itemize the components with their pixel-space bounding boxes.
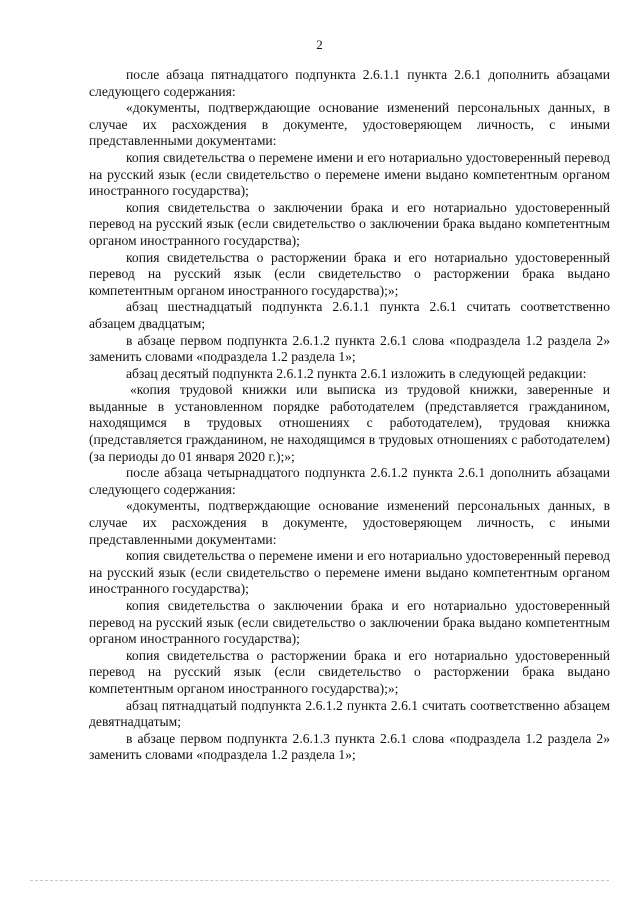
paragraph: «документы, подтверждающие основание изменений персональных данных, в случае их расхождения в документе, удостоверяющем личность, с иными представленными документами: — [89, 498, 610, 547]
paragraph: копия свидетельства о перемене имени и его нотариально удостоверенный перевод на русский язык (если свидетельство о перемене имени выдано компетентным органом иностранного государства); — [89, 548, 610, 597]
paragraph: копия свидетельства о расторжении брака и его нотариально удостоверенный перевод на русский язык (если свидетельство о расторжении брака выдано компетентным органом иностранного государства);»; — [89, 647, 610, 696]
paragraph: абзац пятнадцатый подпункта 2.6.1.2 пункта 2.6.1 считать соответственно абзацем девятнадцатым; — [89, 697, 610, 730]
paragraph: копия свидетельства о перемене имени и его нотариально удостоверенный перевод на русский язык (если свидетельство о перемене имени выдано компетентным органом иностранного государства); — [89, 149, 610, 199]
paragraph: после абзаца четырнадцатого подпункта 2.6.1.2 пункта 2.6.1 дополнить абзацами следующего содержания: — [89, 465, 610, 497]
paragraph: «документы, подтверждающие основание изменений персональных данных, в случае их расхождения в документе, удостоверяющем личность, с иными представленными документами: — [89, 100, 610, 149]
paragraph: «копия трудовой книжки или выписка из трудовой книжки, заверенные и выданные в установленном порядке работодателем (представляется гражданином, находящимся в трудовых отношениях с работодателем), трудовая книжка (представляется гражданином, не находящимся в трудовых отношениях с работодателем) (за периоды до 01 января 2020 г.);»; — [89, 382, 610, 464]
footer-scan-line — [30, 880, 609, 881]
paragraph: абзац шестнадцатый подпункта 2.6.1.1 пункта 2.6.1 считать соответственно абзацем двадцатым; — [89, 299, 610, 331]
paragraph: абзац десятый подпункта 2.6.1.2 пункта 2.6.1 изложить в следующей редакции: — [126, 365, 587, 381]
paragraph: в абзаце первом подпункта 2.6.1.3 пункта 2.6.1 слова «подраздела 1.2 раздела 2» заменить словами «подраздела 1.2 раздела 1»; — [89, 730, 610, 763]
paragraph: копия свидетельства о заключении брака и его нотариально удостоверенный перевод на русский язык (если свидетельство о заключении брака выдано компетентным органом иностранного государства); — [89, 199, 610, 248]
paragraph: в абзаце первом подпункта 2.6.1.2 пункта 2.6.1 слова «подраздела 1.2 раздела 2» заменить словами «подраздела 1.2 раздела 1»; — [89, 332, 610, 365]
paragraph: после абзаца пятнадцатого подпункта 2.6.1.1 пункта 2.6.1 дополнить абзацами следующего содержания: — [89, 67, 610, 99]
paragraph: копия свидетельства о заключении брака и его нотариально удостоверенный перевод на русский язык (если свидетельство о заключении брака выдано компетентным органом иностранного государства); — [89, 598, 610, 647]
paragraph: копия свидетельства о расторжении брака и его нотариально удостоверенный перевод на русский язык (если свидетельство о расторжении брака выдано компетентным органом иностранного государства);»; — [89, 249, 610, 298]
document-body — [89, 67, 610, 764]
page-number: 2 — [316, 37, 323, 52]
